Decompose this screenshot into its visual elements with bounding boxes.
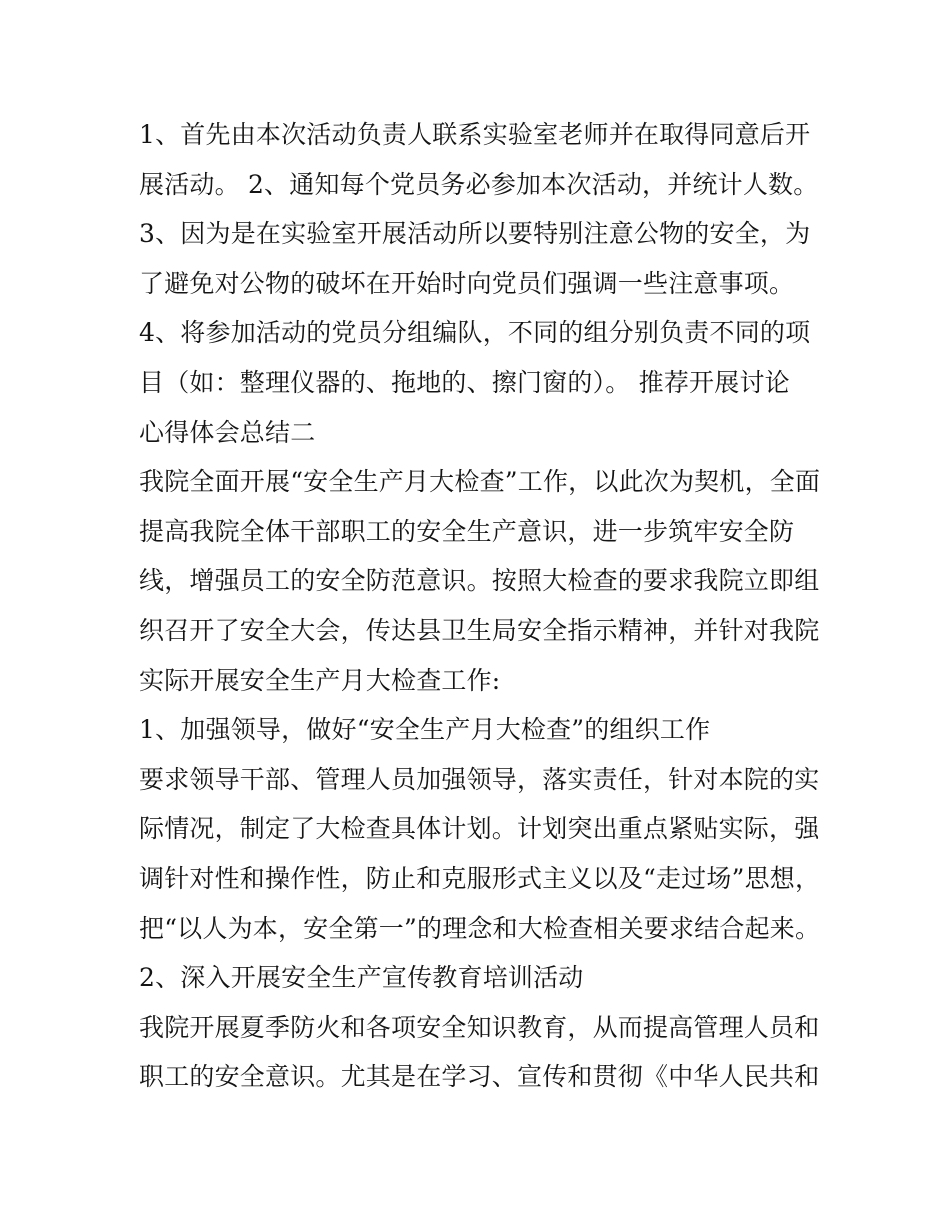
text-line: 织召开了安全大会，传达县卫生局安全指示精神，并针对我院 (139, 615, 820, 645)
list-heading: 1、加强领导，做好“安全生产月大检查”的组织工作 (139, 715, 711, 745)
text-line: 职工的安全意识。尤其是在学习、宣传和贯彻《中华人民共和 (139, 1062, 820, 1092)
text-line: 要求领导干部、管理人员加强领导，落实责任，针对本院的实 (139, 764, 820, 794)
text-line: 线，增强员工的安全防范意识。按照大检查的要求我院立即组 (139, 566, 820, 596)
text-line: 目（如：整理仪器的、拖地的、擦门窗的）。 推荐开展讨论 (139, 367, 790, 397)
text-line: 1、首先由本次活动负责人联系实验室老师并在取得同意后开 (139, 120, 811, 149)
text-line: 际情况，制定了大检查具体计划。计划突出重点紧贴实际，强 (139, 814, 820, 844)
text-line: 展活动。 2、通知每个党员务必参加本次活动，并统计人数。 (139, 169, 819, 199)
section-heading: 心得体会总结二 (139, 417, 316, 447)
body-text (139, 110, 819, 1102)
text-line: 4、将参加活动的党员分组编队，不同的组分别负责不同的项 (139, 318, 811, 348)
text-line: 把“以人为本，安全第一”的理念和大检查相关要求结合起来。 (139, 913, 821, 943)
text-line: 我院开展夏季防火和各项安全知识教育，从而提高管理人员和 (139, 1012, 820, 1042)
text-line: 我院全面开展“安全生产月大检查”工作，以此次为契机，全面 (139, 467, 821, 497)
text-line: 实际开展安全生产月大检查工作: (139, 665, 501, 695)
text-line: 提高我院全体干部职工的安全生产意识，进一步筑牢安全防 (139, 516, 795, 546)
text-line: 调针对性和操作性，防止和克服形式主义以及“走过场”思想， (139, 863, 821, 893)
text-line: 了避免对公物的破坏在开始时向党员们强调一些注意事项。 (139, 268, 795, 298)
text-line: 3、因为是在实验室开展活动所以要特别注意公物的安全，为 (139, 219, 811, 249)
list-heading: 2、深入开展安全生产宣传教育培训活动 (139, 963, 584, 993)
